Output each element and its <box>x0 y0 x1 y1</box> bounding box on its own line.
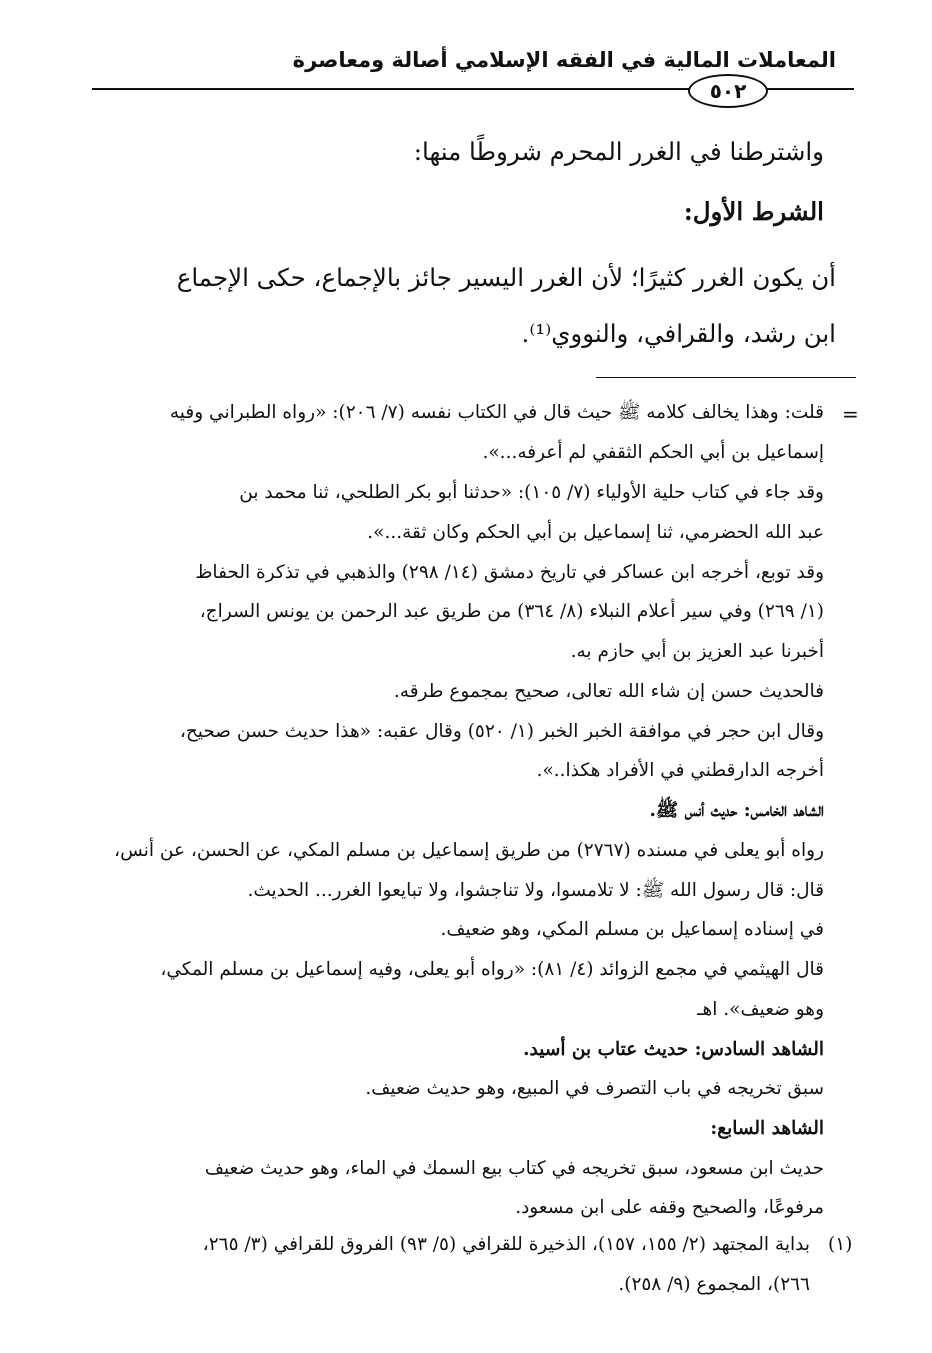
footnote-line: أخبرنا عبد العزيز بن أبي حازم به. <box>570 641 824 662</box>
body-line: أن يكون الغرر كثيرًا؛ لأن الغرر اليسير جائز بالإجماع، حكى الإجماع <box>176 263 836 292</box>
footnote-line: في إسناده إسماعيل بن مسلم المكي، وهو ضعيف. <box>440 919 824 940</box>
footnote-line: حديث ابن مسعود، سبق تخريجه في كتاب بيع السمك في الماء، وهو حديث ضعيف <box>204 1158 824 1179</box>
running-title: المعاملات المالية في الفقه الإسلامي أصالة ومعاصرة <box>292 48 836 72</box>
footnote-continuation-mark: = <box>842 402 859 426</box>
footnote-line: قال: قال رسول الله ﷺ: لا تلامسوا، ولا تناجشوا، ولا تبايعوا الغرر... الحديث. <box>247 880 824 901</box>
footnote-line: وقد جاء في كتاب حلية الأولياء (٧/ ١٠٥): «حدثنا أبو بكر الطلحي، ثنا محمد بن <box>239 482 824 503</box>
footnote-line: بداية المجتهد (٢/ ١٥٥، ١٥٧)، الذخيرة للقرافي (٥/ ٩٣) الفروق للقرافي (٣/ ٢٦٥، <box>202 1234 810 1255</box>
footnote-separator <box>596 377 856 378</box>
footnote-subheading: الشاهد الخامس: حديث أنس ﷺ. <box>649 800 824 821</box>
footnote-line: أخرجه الدارقطني في الأفراد هكذا..». <box>536 760 824 781</box>
footnote-subheading: الشاهد السادس: حديث عتاب بن أسيد. <box>523 1039 824 1060</box>
footnote-line: عبد الله الحضرمي، ثنا إسماعيل بن أبي الحكم وكان ثقة...». <box>367 522 824 543</box>
footnote-line: وهو ضعيف». اهـ <box>697 999 824 1020</box>
footnote-line: ٢٦٦)، المجموع (٩/ ٢٥٨). <box>618 1274 810 1295</box>
body-line: ابن رشد، والقرافي، والنووي⁽¹⁾. <box>521 319 836 348</box>
footnote-line: إسماعيل بن أبي الحكم الثقفي لم أعرفه...». <box>482 442 824 463</box>
footnote-marker: (١) <box>828 1234 853 1255</box>
section-heading: الشرط الأول: <box>683 197 824 226</box>
footnote-line: وقال ابن حجر في موافقة الخبر الخبر (١/ ٥٢٠) وقال عقبه: «هذا حديث حسن صحيح، <box>179 721 824 742</box>
footnote-line: قلت: وهذا يخالف كلامه ﷺ حيث قال في الكتاب نفسه (٧/ ٢٠٦): «رواه الطبراني وفيه <box>169 402 824 423</box>
footnote-line: وقد توبع، أخرجه ابن عساكر في تاريخ دمشق (١٤/ ٢٩٨) والذهبي في تذكرة الحفاظ <box>195 562 824 583</box>
footnote-line: فالحديث حسن إن شاء الله تعالى، صحيح بمجموع طرقه. <box>393 681 824 702</box>
body-line: واشترطنا في الغرر المحرم شروطًا منها: <box>413 137 824 166</box>
footnote-line: مرفوعًا، والصحيح وقفه على ابن مسعود. <box>515 1197 824 1218</box>
page-number: ٥٠٢ <box>688 74 768 108</box>
footnote-line: سبق تخريجه في باب التصرف في المبيع، وهو حديث ضعيف. <box>365 1078 824 1099</box>
footnote-line: (١/ ٢٦٩) وفي سير أعلام النبلاء (٨/ ٣٦٤) من طريق عبد الرحمن بن يونس السراج، <box>199 601 824 622</box>
footnote-line: قال الهيثمي في مجمع الزوائد (٤/ ٨١): «رواه أبو يعلى، وفيه إسماعيل بن مسلم المكي، <box>160 959 824 980</box>
footnote-line: رواه أبو يعلى في مسنده (٢٧٦٧) من طريق إسماعيل بن مسلم المكي، عن الحسن، عن أنس، <box>114 840 824 861</box>
footnote-subheading: الشاهد السابع: <box>710 1118 824 1139</box>
